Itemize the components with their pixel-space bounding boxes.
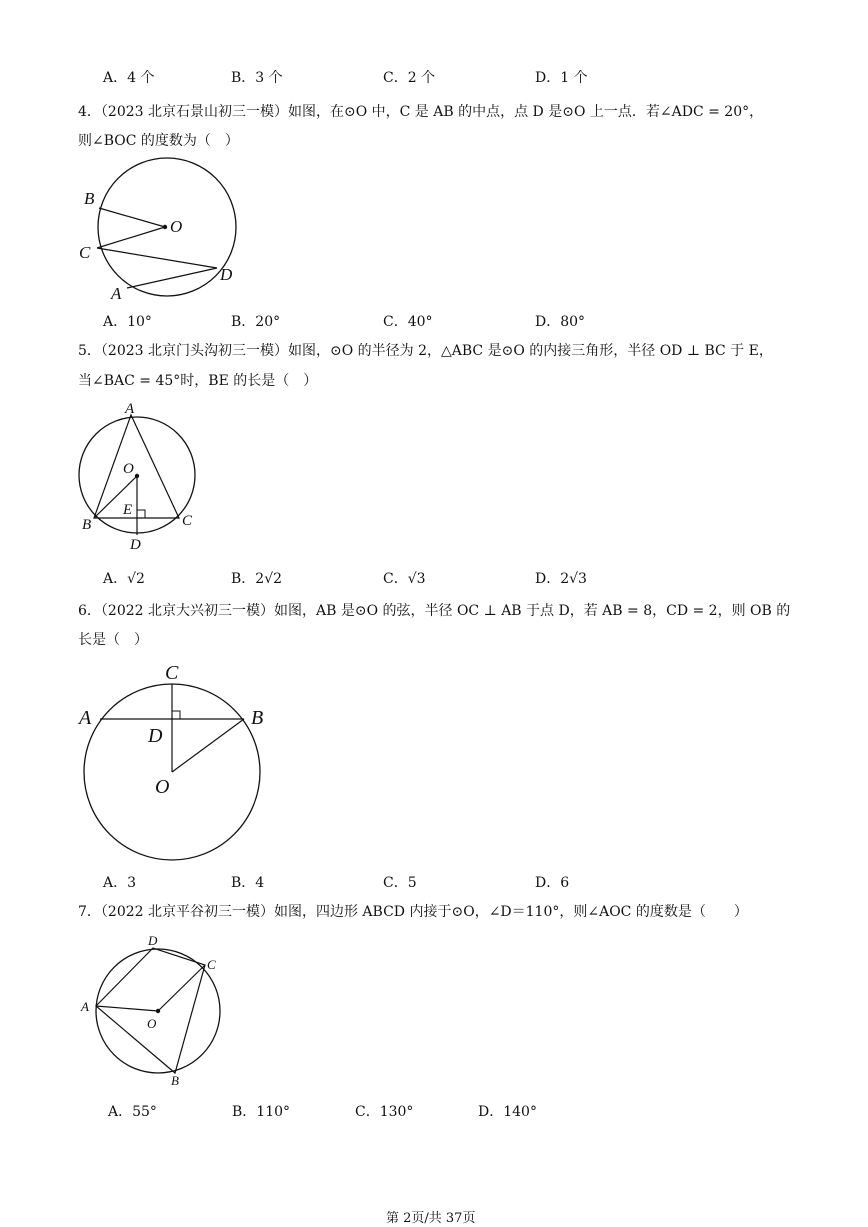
q6-label-b: B (251, 707, 264, 729)
q6-label-o: O (155, 776, 170, 798)
q5-label-a: A (125, 401, 135, 417)
q7-label-o: O (147, 1016, 157, 1031)
q4-label-b: B (84, 189, 95, 208)
q5-label-b: B (82, 517, 92, 533)
q6-figure (75, 655, 285, 865)
q6-stem-line1: 6．（2022 北京大兴初三一模）如图，AB 是⊙O 的弦，半径 OC ⊥ AB 于点 D，若 AB = 8，CD = 2，则 OB 的 (78, 603, 791, 619)
q7-option-b: B．110° (232, 1104, 291, 1120)
q3-option-b: B．3 个 (231, 70, 283, 86)
q5-option-a: A．√2 (103, 571, 145, 587)
q4-option-c: C．40° (383, 314, 433, 330)
q7-option-c: C．130° (355, 1104, 414, 1120)
q4-label-c: C (79, 243, 91, 262)
q5-stem-line2: 当∠BAC = 45°时，BE 的长是（ ） (78, 373, 318, 389)
q6-label-a: A (79, 707, 92, 729)
q7-center-point (156, 1009, 160, 1013)
q7-stem-line1: 7．（2022 北京平谷初三一模）如图，四边形 ABCD 内接于⊙O，∠D＝110°，则∠AOC 的度数是（ ） (78, 904, 748, 920)
q4-figure (75, 150, 250, 310)
q5-stem-line1: 5．（2023 北京门头沟初三一模）如图，⊙O 的半径为 2，△ABC 是⊙O 的内接三角形，半径 OD ⊥ BC 于 E， (78, 343, 773, 359)
q6-label-c: C (165, 662, 179, 684)
q5-figure (75, 397, 210, 557)
q7-label-c: C (207, 957, 216, 972)
q5-label-e: E (123, 502, 133, 518)
q4-option-a: A．10° (103, 314, 152, 330)
q3-option-a: A．4 个 (103, 70, 155, 86)
q7-label-b: B (171, 1073, 179, 1088)
q4-option-b: B．20° (231, 314, 281, 330)
q5-label-o: O (123, 461, 134, 477)
q5-label-d: D (130, 537, 141, 553)
q4-segment-ob (99, 208, 165, 227)
q7-segment-oa (96, 1006, 158, 1011)
q4-segment-cd (97, 248, 217, 268)
q6-option-a: A．3 (103, 875, 137, 891)
q5-right-angle-mark (137, 510, 145, 518)
q6-right-angle-mark (172, 711, 180, 719)
q4-stem-line2: 则∠BOC 的度数为（ ） (78, 133, 239, 149)
q4-center-point (163, 225, 167, 229)
q7-label-a: A (81, 999, 89, 1014)
q3-option-c: C．2 个 (383, 70, 436, 86)
q4-segment-oc (97, 227, 165, 248)
q7-figure (75, 928, 235, 1090)
q3-option-d: D．1 个 (535, 70, 588, 86)
q4-label-a: A (111, 284, 122, 303)
q4-option-d: D．80° (535, 314, 586, 330)
q5-option-c: C．√3 (383, 571, 426, 587)
q4-label-o: O (170, 217, 183, 236)
q7-segment-oc (158, 965, 205, 1011)
q6-stem-line2: 长是（ ） (78, 632, 148, 648)
q6-label-d: D (148, 725, 163, 747)
q6-segment-ob (172, 719, 244, 772)
q7-option-a: A．55° (108, 1104, 157, 1120)
q7-option-d: D．140° (478, 1104, 537, 1120)
q5-option-d: D．2√3 (535, 571, 587, 587)
q6-option-c: C．5 (383, 875, 417, 891)
q7-label-d: D (148, 933, 158, 948)
q6-option-b: B．4 (231, 875, 265, 891)
q5-label-c: C (182, 513, 193, 529)
q5-option-b: B．2√2 (231, 571, 283, 587)
q4-label-d: D (220, 265, 233, 284)
page-footer: 第 2页/共 37页 (386, 1211, 476, 1226)
q5-center-point (135, 474, 139, 478)
q4-stem-line1: 4．（2023 北京石景山初三一模）如图，在⊙O 中，C 是 AB 的中点，点 D 是⊙O 上一点．若∠ADC = 20°， (78, 104, 764, 120)
q6-option-d: D．6 (535, 875, 570, 891)
